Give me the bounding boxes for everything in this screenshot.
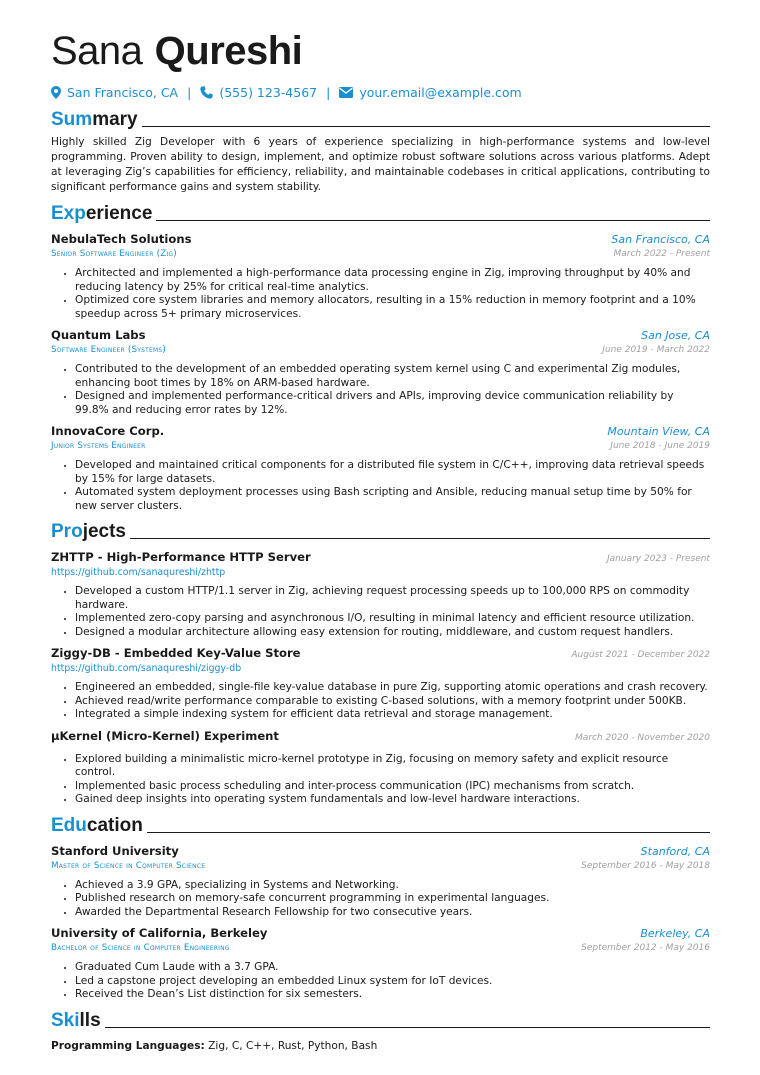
list-item: • Published research on memory-safe concurrent programming in experimental languages.	[75, 892, 710, 906]
section-rule	[142, 126, 710, 127]
contact-phone[interactable]	[200, 85, 317, 100]
job-title: Senior Software Engineer (Zig)	[51, 249, 177, 259]
list-item: • Gained deep insights into operating system fundamentals and low-level hardware interactions.	[75, 793, 710, 807]
project-name: µKernel (Micro-Kernel) Experiment	[51, 728, 279, 743]
skills-label: Programming Languages:	[51, 1039, 205, 1052]
location-text: San Francisco, CA	[67, 85, 179, 100]
experience-heading: Experience	[51, 203, 710, 225]
projects-heading: Projects	[51, 521, 710, 543]
contact-location	[51, 85, 178, 100]
contact-email[interactable]	[339, 85, 521, 100]
job-location: Mountain View, CA	[607, 425, 710, 438]
email-text: your.email@example.com	[359, 85, 522, 100]
section-rule	[130, 538, 710, 539]
contact-line	[51, 85, 710, 100]
education-dates: September 2012 - May 2016	[581, 943, 710, 953]
list-item: • Graduated Cum Laude with a 3.7 GPA.	[75, 961, 710, 975]
list-item: • Implemented basic process scheduling and inter-process communication (IPC) mechanisms from scratch.	[75, 780, 710, 794]
list-item: • Optimized core system libraries and memory allocators, resulting in a 15% reduction in memory footprint and a 10% speedup across 5+ primary microservices.	[75, 294, 710, 321]
list-item: • Explored building a minimalistic micro-kernel prototype in Zig, focusing on memory safety and explicit resource control.	[75, 753, 710, 780]
job-location: San Francisco, CA	[611, 233, 710, 246]
project-link[interactable]: https://github.com/sanaqureshi/ziggy-db	[51, 663, 242, 674]
project-dates: March 2020 - November 2020	[575, 732, 710, 743]
skills-value: Zig, C, C++, Rust, Python, Bash	[208, 1039, 378, 1052]
education-entry	[51, 843, 710, 920]
map-marker-icon	[51, 86, 61, 99]
project-name: ZHTTP - High-Performance HTTP Server	[51, 550, 311, 564]
job-dates: June 2018 - June 2019	[610, 441, 710, 451]
company-name: Quantum Labs	[51, 328, 146, 342]
summary-heading: Summary	[51, 109, 710, 131]
project-name: Ziggy-DB - Embedded Key-Value Store	[51, 646, 301, 660]
section-rule	[156, 220, 710, 221]
school-name: Stanford University	[51, 843, 179, 858]
list-item: • Received the Dean’s List distinction for six semesters.	[75, 988, 710, 1002]
list-item: • Implemented zero-copy parsing and asynchronous I/O, resulting in minimal latency and efficient resource utilization.	[75, 612, 710, 626]
section-rule	[147, 832, 710, 833]
list-item: • Achieved a 3.9 GPA, specializing in Systems and Networking.	[75, 879, 710, 893]
bullet-list	[51, 753, 710, 807]
list-item: • Awarded the Departmental Research Fellowship for two consecutive years.	[75, 906, 710, 920]
list-item: • Automated system deployment processes using Bash scripting and Ansible, reducing manual setup time by 50% for new server clusters.	[75, 486, 710, 513]
company-name: NebulaTech Solutions	[51, 232, 192, 246]
skills-line	[51, 1040, 710, 1052]
education-entry	[51, 925, 710, 1002]
phone-text: (555) 123-4567	[219, 85, 318, 100]
education-heading: Education	[51, 815, 710, 837]
list-item: • Designed a modular architecture allowing easy extension for routing, middleware, and custom request handlers.	[75, 626, 710, 640]
experience-entry	[51, 423, 710, 513]
bullet-list	[51, 585, 710, 639]
school-location: Berkeley, CA	[640, 927, 710, 940]
experience-entry	[51, 327, 710, 417]
list-item: • Integrated a simple indexing system for efficient data retrieval and storage management.	[75, 708, 710, 722]
project-dates: August 2021 - December 2022	[571, 650, 710, 660]
list-item: • Achieved read/write performance comparable to existing C-based solutions, with a memory footprint under 500KB.	[75, 695, 710, 709]
list-item: • Designed and implemented performance-critical drivers and APIs, improving device communication reliability by 99.8% and reducing error rates by 12%.	[75, 390, 710, 417]
skills-heading: Skills	[51, 1010, 710, 1032]
project-entry	[51, 728, 710, 807]
job-title: Junior Systems Engineer	[51, 441, 146, 451]
job-dates: June 2019 - March 2022	[602, 345, 710, 355]
project-entry	[51, 549, 710, 639]
bullet-list	[51, 267, 710, 321]
list-item: • Developed and maintained critical components for a distributed file system in C/C++, improving data retrieval speeds by 15% for large datasets.	[75, 459, 710, 486]
bullet-list	[51, 961, 710, 1002]
bullet-list	[51, 363, 710, 417]
bullet-list	[51, 681, 710, 722]
project-dates: January 2023 - Present	[607, 554, 710, 564]
resume-page	[51, 28, 710, 1052]
first-name: Sana	[51, 29, 143, 73]
list-item: • Contributed to the development of an embedded operating system kernel using C and experimental Zig modules, enhancing boot times by 18% on ARM-based hardware.	[75, 363, 710, 390]
contact-separator: |	[326, 85, 331, 100]
job-dates: March 2022 - Present	[613, 249, 710, 259]
job-location: San Jose, CA	[641, 329, 710, 342]
last-name: Qureshi	[154, 29, 303, 73]
list-item: • Developed a custom HTTP/1.1 server in Zig, achieving request processing speeds up to 100,000 RPS on commodity hardware.	[75, 585, 710, 612]
bullet-list	[51, 879, 710, 920]
envelope-icon	[339, 87, 353, 98]
section-rule	[105, 1027, 710, 1028]
summary-text: Highly skilled Zig Developer with 6 years of experience specializing in high-performance systems and low-level programming. Proven ability to design, implement, and optimize robust software solutions across various platforms. Adept at leveraging Zig’s capabilities for efficiency, reliability, and maintainable codebases in critical applications, contributing to significant performance gains and system stability.	[51, 136, 710, 193]
school-name: University of California, Berkeley	[51, 926, 268, 940]
school-location: Stanford, CA	[640, 844, 710, 858]
contact-separator: |	[187, 85, 192, 100]
education-dates: September 2016 - May 2018	[581, 860, 710, 871]
degree: Bachelor of Science in Computer Engineering	[51, 943, 230, 953]
project-entry	[51, 645, 710, 722]
degree: Master of Science in Computer Science	[51, 860, 206, 871]
bullet-list	[51, 459, 710, 513]
project-link[interactable]: https://github.com/sanaqureshi/zhttp	[51, 567, 226, 578]
list-item: • Architected and implemented a high-performance data processing engine in Zig, improving throughput by 40% and reducing latency by 25% for critical real-time analytics.	[75, 267, 710, 294]
candidate-name	[51, 28, 710, 74]
list-item: • Engineered an embedded, single-file key-value database in pure Zig, supporting atomic operations and crash recovery.	[75, 681, 710, 695]
company-name: InnovaCore Corp.	[51, 424, 165, 438]
phone-icon	[200, 86, 213, 99]
list-item: • Led a capstone project developing an embedded Linux system for IoT devices.	[75, 975, 710, 989]
experience-entry	[51, 231, 710, 321]
job-title: Software Engineer (Systems)	[51, 345, 167, 355]
